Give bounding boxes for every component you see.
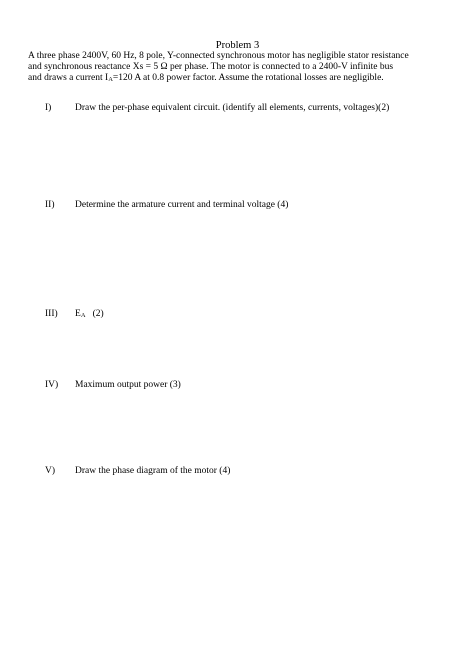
problem-title: Problem 3: [215, 40, 260, 51]
question-number: III): [45, 309, 58, 319]
question-number: II): [45, 200, 55, 210]
emf-symbol: E: [75, 309, 81, 319]
question-4: [45, 380, 181, 390]
question-number: IV): [45, 380, 59, 390]
statement-line-3-start: and draws a current I: [28, 73, 109, 83]
statement-line-3-end: =120 A at 0.8 power factor. Assume the rotational losses are negligible.: [112, 73, 384, 83]
question-number: V): [45, 466, 56, 476]
question-text: Maximum output power (3): [75, 380, 181, 390]
question-3: [45, 309, 104, 319]
statement-line-3: [28, 73, 458, 85]
question-text: Determine the armature current and terminal voltage (4): [75, 200, 289, 210]
question-2: [45, 200, 288, 210]
question-points: (2): [85, 309, 104, 319]
statement-line-1: A three phase 2400V, 60 Hz, 8 pole, Y-connected synchronous motor has negligible stator resistance: [28, 51, 409, 61]
current-subscript: A: [108, 76, 113, 83]
statement-line-2: and synchronous reactance Xs = 5 Ω per phase. The motor is connected to a 2400-V infinite bus: [28, 62, 394, 72]
question-text: [75, 309, 104, 319]
question-1: [45, 103, 389, 113]
question-text: Draw the phase diagram of the motor (4): [75, 466, 231, 476]
emf-subscript: A: [80, 312, 86, 319]
question-5: [45, 466, 230, 476]
problem-statement: [28, 51, 458, 85]
question-number: I): [45, 103, 52, 113]
question-text: Draw the per-phase equivalent circuit. (identify all elements, currents, voltages)(2): [75, 103, 390, 113]
